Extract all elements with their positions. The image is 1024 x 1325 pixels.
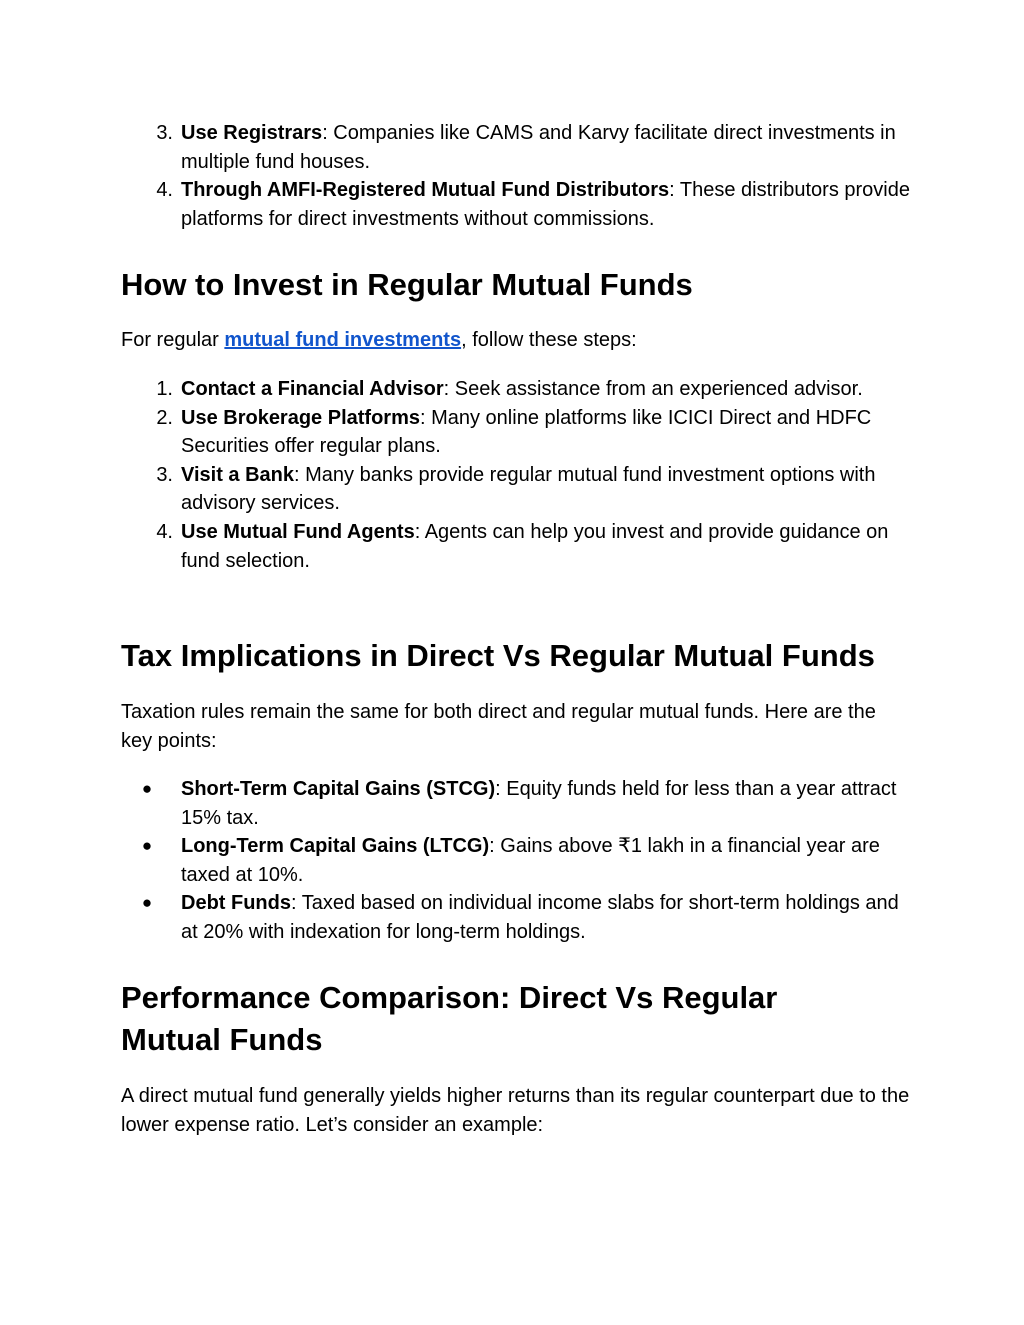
list-item-text: : These distributors provide platforms for direct investments without commissions. [181, 179, 910, 230]
list-item-title: Through AMFI-Registered Mutual Fund Distributors [181, 179, 670, 202]
regular-funds-steps-list [121, 375, 911, 575]
list-item-title: Debt Funds [181, 892, 291, 915]
list-item-text: : Many online platforms like ICICI Direct and HDFC Securities offer regular plans. [181, 406, 872, 458]
list-item-text: : Agents can help you invest and provide guidance on fund selection. [181, 520, 889, 572]
list-item [121, 375, 911, 404]
list-item-text: : Gains above ₹1 lakh in a financial year are taxed at 10%. [181, 835, 880, 886]
list-item-text: : Companies like CAMS and Karvy facilitate direct investments in multiple fund houses. [181, 122, 896, 173]
heading-performance-comparison: Performance Comparison: Direct Vs Regular Mutual Funds [121, 980, 778, 1057]
list-item [121, 775, 911, 832]
list-number: 2. [156, 406, 173, 429]
list-item-text: : Equity funds held for less than a year attract 15% tax. [181, 778, 897, 829]
list-item-title: Visit a Bank [181, 463, 295, 486]
list-item-title: Short-Term Capital Gains (STCG) [181, 778, 496, 800]
list-item [121, 518, 911, 575]
list-item-text: : Many banks provide regular mutual fund investment options with advisory services. [181, 463, 876, 515]
heading-tax-implications: Tax Implications in Direct Vs Regular Mutual Funds [121, 638, 875, 673]
list-item-title: Long-Term Capital Gains (LTCG) [181, 835, 490, 858]
performance-intro: A direct mutual fund generally yields higher returns than its regular counterpart due to the lower expense ratio. Let’s consider an example: [121, 1085, 910, 1136]
bullet-icon: ● [141, 893, 153, 913]
list-item-text: : Seek assistance from an experienced advisor. [443, 378, 863, 400]
list-item [121, 404, 911, 461]
list-item-title: Use Brokerage Platforms [181, 406, 420, 429]
list-number: 3. [156, 122, 173, 144]
tax-points-list [121, 775, 911, 947]
regular-funds-intro [121, 326, 911, 355]
list-number: 4. [156, 520, 173, 543]
heading-regular-funds: How to Invest in Regular Mutual Funds [121, 267, 693, 302]
list-item-title: Contact a Financial Advisor [181, 378, 444, 400]
list-number: 4. [156, 179, 173, 202]
list-item [121, 889, 911, 946]
list-number: 3. [156, 463, 173, 486]
mutual-fund-investments-link[interactable]: mutual fund investments [224, 329, 462, 351]
list-item [121, 461, 911, 518]
list-item-title: Use Mutual Fund Agents [181, 520, 415, 543]
intro-text-before: For regular [121, 329, 225, 351]
list-item [121, 176, 911, 233]
tax-intro: Taxation rules remain the same for both direct and regular mutual funds. Here are the key points: [121, 701, 876, 752]
intro-text-after: , follow these steps: [461, 329, 637, 351]
list-item-text: : Taxed based on individual income slabs for short-term holdings and at 20% with indexation for long-term holdings. [181, 892, 899, 943]
direct-invest-list-continued [121, 119, 911, 233]
bullet-icon: ● [141, 779, 153, 798]
list-item [121, 119, 911, 176]
list-number: 1. [156, 378, 173, 400]
bullet-icon: ● [141, 836, 153, 856]
list-item-title: Use Registrars [181, 122, 323, 144]
list-item [121, 832, 911, 889]
